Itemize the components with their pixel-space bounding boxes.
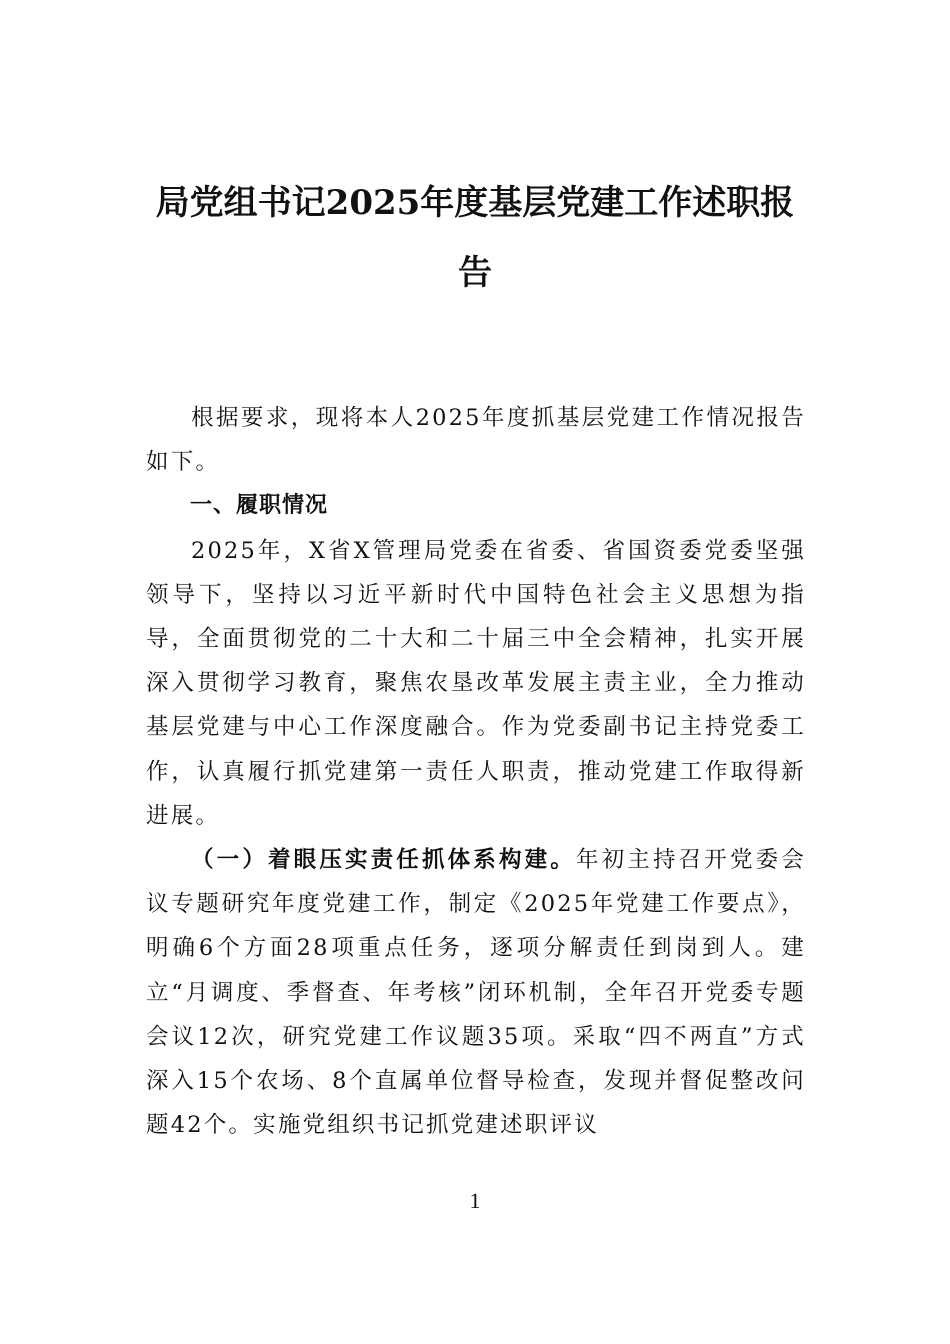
subsection-body-1: 年初主持召开党委会议专题研究年度党建工作，制定《2025年党建工作要点》，明确6个方面28项重点任务，逐项分解责任到岗到人。建立“月调度、季督查、年考核”闭环机制，全年召开党委专题会议12次，研究党建工作议题35项。采取“四不两直”方式深入15个农场、8个直属单位督导检查，发现并督促整改问题42个。实施党组织书记抓党建述职评议	[146, 847, 806, 1139]
subsection-lead-1: （一）着眼压实责任抓体系构建。	[191, 847, 576, 874]
section-paragraph-duties: 2025年，X省X管理局党委在省委、省国资委党委坚强领导下，坚持以习近平新时代中国特色社会主义思想为指导，全面贯彻党的二十大和二十届三中全会精神，扎实开展深入贯彻学习教育，聚焦农垦改革发展主责主业，全力推动基层党建与中心工作深度融合。作为党委副书记主持党委工作，认真履行抓党建第一责任人职责，推动党建工作取得新进展。	[146, 537, 806, 829]
subsection-paragraph-1	[146, 838, 806, 1147]
section-heading-duties: 一、履职情况	[190, 493, 329, 519]
intro-paragraph: 根据要求，现将本人2025年度抓基层党建工作情况报告如下。	[146, 405, 806, 476]
page-number: 1	[469, 1188, 481, 1213]
document-title: 局党组书记2025年度基层党建工作述职报告	[155, 183, 795, 293]
document-body	[146, 396, 806, 1147]
